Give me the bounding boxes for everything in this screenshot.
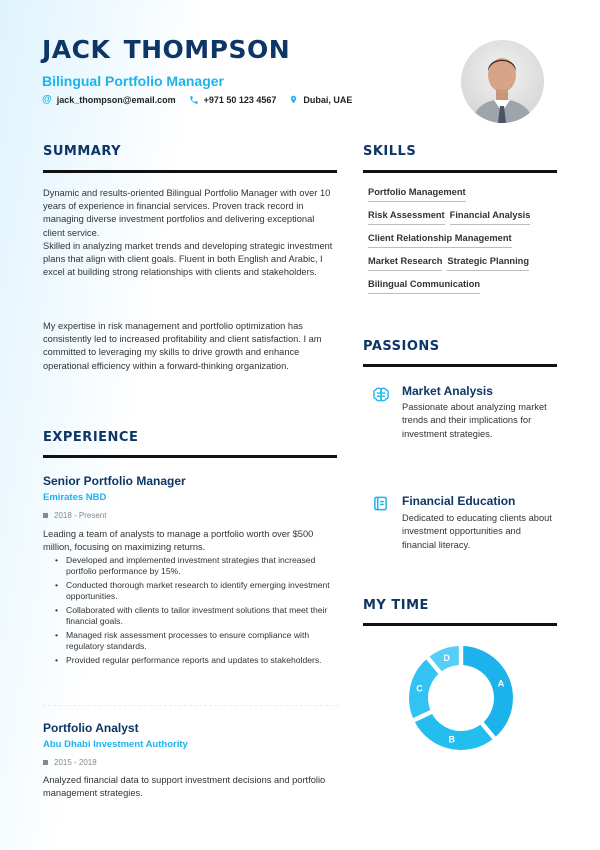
contact-row <box>42 94 365 105</box>
at-icon: @ <box>42 94 52 105</box>
contact-email-text: jack_thompson@email.com <box>56 94 176 105</box>
candidate-name: JACK THOMPSON <box>42 35 291 64</box>
job-description: Analyzed financial data to support investment decisions and portfolio management strategies. <box>43 775 326 799</box>
summary-divider <box>43 170 337 173</box>
job-achievements <box>55 555 340 669</box>
job-separator <box>43 705 338 706</box>
passions-divider <box>363 364 557 367</box>
contact-email[interactable] <box>42 94 176 105</box>
my-time-divider <box>363 623 557 626</box>
experience-divider <box>43 455 337 458</box>
skills-divider <box>363 170 557 173</box>
job-dates <box>43 511 106 520</box>
phone-icon <box>189 95 199 105</box>
job-achievement-item: • Collaborated with clients to tailor investment solutions that meet their financial goals. <box>55 605 340 627</box>
donut-label-b: B <box>448 734 455 745</box>
skill-tag: Portfolio Management <box>368 186 466 202</box>
skill-tag: Risk Assessment <box>368 209 445 225</box>
job-title: Senior Portfolio Manager <box>43 474 186 488</box>
book-icon <box>372 495 388 511</box>
job-dates-text: 2015 - 2018 <box>54 758 97 767</box>
donut-label-d: D <box>443 653 450 664</box>
candidate-title: Bilingual Portfolio Manager <box>42 73 225 89</box>
profile-photo-illustration <box>461 40 544 123</box>
skill-tag: Bilingual Communication <box>368 278 480 294</box>
donut-label-a: A <box>497 678 505 689</box>
donut-label-c: C <box>416 683 423 694</box>
summary-paragraph: My expertise in risk management and portfolio optimization has consistently led to increased profitability and client satisfaction. I am committed to leveraging my skills to drive growth and enhance operational efficiency within a forward-thinking organization. <box>43 321 322 371</box>
donut-slice-b <box>415 714 492 750</box>
skill-tag: Market Research <box>368 255 442 271</box>
summary-paragraph: Dynamic and results-oriented Bilingual Portfolio Manager with over 10 years of experience in financial services. Proven track record in managing diverse investment portfolios and delivering exceptional client service. <box>43 188 331 238</box>
profile-photo <box>461 40 544 123</box>
job-title: Portfolio Analyst <box>43 721 139 735</box>
passion-description: Dedicated to educating clients about investment opportunities and financial literacy. <box>402 513 552 550</box>
passions-heading: PASSIONS <box>363 339 440 354</box>
contact-phone[interactable] <box>189 95 277 105</box>
job-achievement-item: • Conducted thorough market research to identify emerging investment opportunities. <box>55 580 340 602</box>
my-time-donut-chart <box>405 642 517 754</box>
summary-heading: SUMMARY <box>43 144 122 159</box>
contact-phone-text: +971 50 123 4567 <box>203 94 277 105</box>
passion-description: Passionate about analyzing market trends and their implications for investment strategies. <box>402 402 547 439</box>
donut-slice-c <box>409 659 438 718</box>
location-pin-icon <box>289 94 298 105</box>
job-achievement-item: • Developed and implemented investment strategies that increased portfolio performance by 15%. <box>55 555 340 577</box>
skill-tag: Financial Analysis <box>450 209 531 225</box>
job-company: Abu Dhabi Investment Authority <box>43 739 188 750</box>
job-achievement-item: • Managed risk assessment processes to ensure compliance with regulatory standards. <box>55 630 340 652</box>
skill-tag: Strategic Planning <box>447 255 529 271</box>
job-description: Leading a team of analysts to manage a portfolio worth over $500 million, focusing on maximizing returns. <box>43 529 314 553</box>
job-dates <box>43 758 97 767</box>
contact-location <box>289 94 352 105</box>
skills-list <box>368 186 558 301</box>
contact-location-text: Dubai, UAE <box>303 94 353 105</box>
calendar-icon <box>43 760 48 765</box>
skills-heading: SKILLS <box>363 144 417 159</box>
my-time-heading: MY TIME <box>363 598 429 613</box>
experience-heading: EXPERIENCE <box>43 430 139 445</box>
job-company: Emirates NBD <box>43 492 107 503</box>
skill-tag: Client Relationship Management <box>368 232 512 248</box>
job-achievement-item: • Provided regular performance reports and updates to stakeholders. <box>55 655 340 666</box>
summary-paragraph: Skilled in analyzing market trends and developing strategic investment plans that align with client goals. Fluent in both English and Arabic, I excel at building strong relationships with clients and stakeholders. <box>43 241 333 278</box>
donut-slice-a <box>463 646 513 737</box>
passion-title: Market Analysis <box>402 384 493 398</box>
calendar-icon <box>43 513 48 518</box>
passion-title: Financial Education <box>402 494 516 508</box>
job-dates-text: 2018 - Present <box>54 511 107 520</box>
brain-icon <box>371 386 391 404</box>
